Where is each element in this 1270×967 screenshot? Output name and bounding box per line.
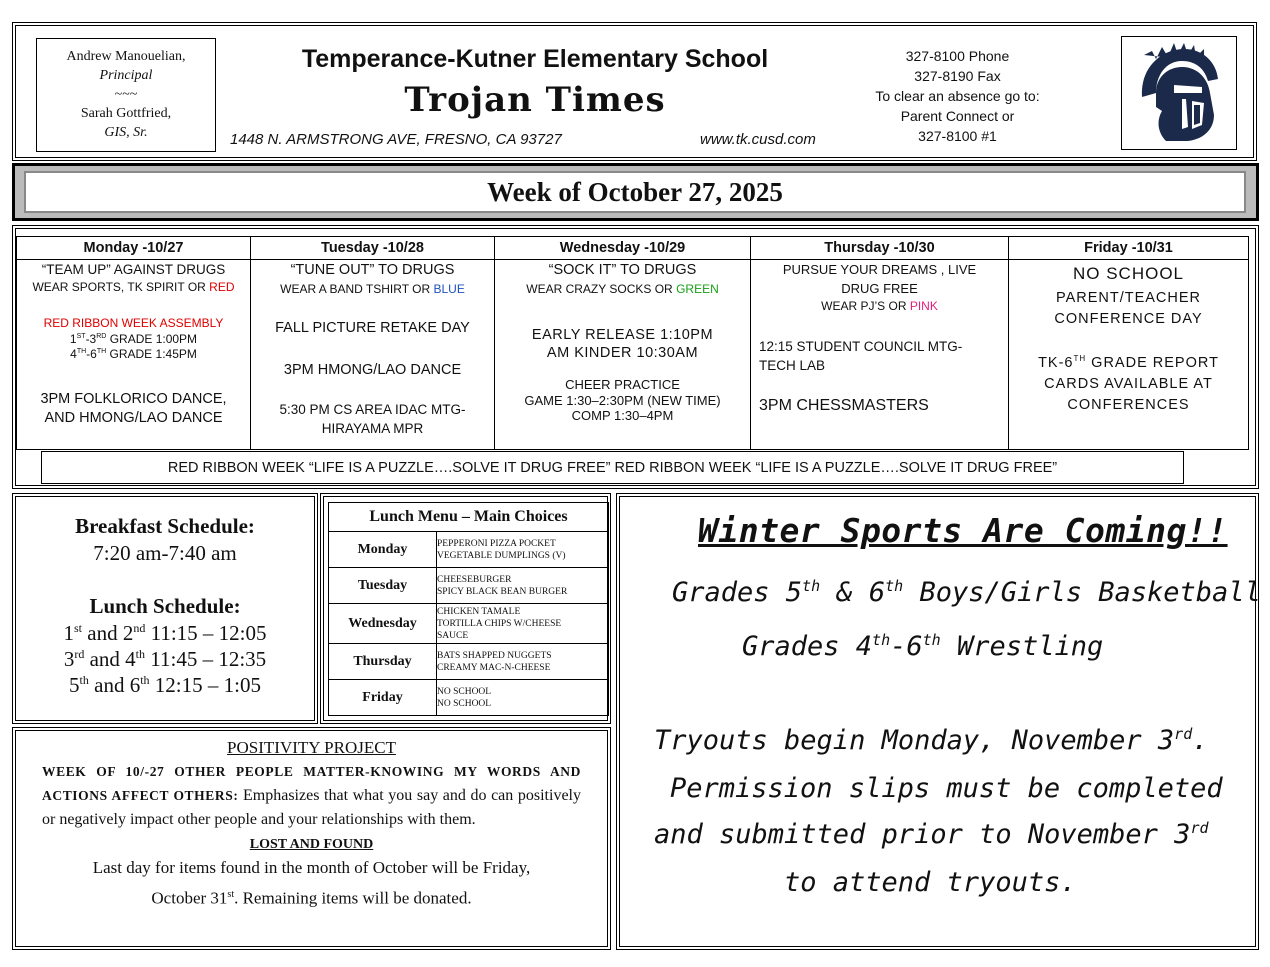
- menu-items-friday: NO SCHOOL NO SCHOOL: [437, 680, 609, 716]
- school-address: 1448 N. ARMSTRONG AVE, FRESNO, CA 93727: [230, 131, 562, 148]
- day-header-thursday: Thursday -10/30: [751, 237, 1009, 260]
- tuesday-retake: FALL PICTURE RETAKE DAY: [275, 320, 470, 336]
- thursday-theme-1: PURSUE YOUR DREAMS , LIVE: [782, 262, 977, 277]
- monday-dance-1: 3PM FOLKLORICO DANCE,: [40, 391, 227, 407]
- lunch-menu-title: Lunch Menu – Main Choices: [329, 503, 609, 532]
- monday-grade-4-6: 4TH-6TH GRADE 1:45PM: [70, 347, 197, 361]
- menu-day-tuesday: Tuesday: [329, 568, 437, 604]
- friday-report-3: CONFERENCES: [1067, 396, 1190, 413]
- tuesday-wear: WEAR A BAND TSHIRT OR BLUE: [280, 282, 465, 296]
- contact-info: [860, 46, 1055, 146]
- winter-tryouts-1: Tryouts begin Monday, November 3rd.: [654, 725, 1209, 756]
- wednesday-release-2: AM KINDER 10:30AM: [546, 345, 699, 361]
- menu-day-thursday: Thursday: [329, 644, 437, 680]
- tuesday-theme: “TUNE OUT” TO DRUGS: [290, 262, 455, 278]
- winter-sports-notice: [616, 493, 1259, 950]
- absence-phone: 327-8100 #1: [918, 128, 997, 144]
- absence-note: To clear an absence go to:: [875, 88, 1040, 104]
- menu-day-monday: Monday: [329, 532, 437, 568]
- monday-grade-1-3: 1ST-3RD GRADE 1:00PM: [69, 332, 198, 346]
- monday-wear: WEAR SPORTS, TK SPIRIT OR RED: [32, 280, 235, 294]
- day-cell-thursday: [751, 260, 1009, 450]
- staff-box: [36, 38, 216, 152]
- fax: 327-8190 Fax: [914, 68, 1001, 84]
- winter-tryouts-2: Permission slips must be completed: [670, 773, 1223, 804]
- positivity-project: [12, 727, 611, 950]
- day-cell-tuesday: [251, 260, 495, 450]
- day-cell-wednesday: [495, 260, 751, 450]
- wednesday-cheer-3: COMP 1:30–4PM: [571, 408, 674, 423]
- menu-day-wednesday: Wednesday: [329, 604, 437, 644]
- principal-name: Andrew Manouelian,: [66, 49, 186, 64]
- monday-dance-2: AND HMONG/LAO DANCE: [44, 410, 223, 426]
- meal-schedules: [12, 493, 318, 724]
- tuesday-mtg-1: 5:30 PM CS AREA IDAC MTG-: [279, 402, 466, 417]
- thursday-council-2: TECH LAB: [759, 358, 826, 373]
- wednesday-theme: “SOCK IT” TO DRUGS: [548, 262, 697, 278]
- wednesday-wear: WEAR CRAZY SOCKS OR GREEN: [526, 282, 719, 296]
- thursday-chess: 3PM CHESSMASTERS: [759, 397, 929, 414]
- friday-conf-1: PARENT/TEACHER: [1055, 290, 1202, 306]
- tuesday-dance: 3PM HMONG/LAO DANCE: [283, 362, 462, 378]
- day-cell-monday: [17, 260, 251, 450]
- tuesday-mtg-2: HIRAYAMA MPR: [321, 421, 424, 436]
- lost-found-title: LOST AND FOUND: [249, 837, 374, 852]
- lunch-title: Lunch Schedule:: [89, 594, 241, 618]
- lunch-time-3: 5th and 6th 12:15 – 1:05: [69, 673, 261, 697]
- menu-items-tuesday: CHEESEBURGER SPICY BLACK BEAN BURGER: [437, 568, 609, 604]
- lunch-menu: [328, 502, 609, 716]
- absence-option: Parent Connect or: [900, 108, 1015, 124]
- thursday-council-1: 12:15 STUDENT COUNCIL MTG-: [759, 339, 963, 354]
- friday-no-school: NO SCHOOL: [1072, 264, 1185, 283]
- thursday-wear: WEAR PJ’S OR PINK: [821, 299, 938, 313]
- friday-report-1: TK-6TH GRADE REPORT: [1038, 354, 1219, 371]
- monday-assembly: RED RIBBON WEEK ASSEMBLY: [43, 316, 224, 330]
- menu-items-thursday: BATS SHAPPED NUGGETS CREAMY MAC-N-CHEESE: [437, 644, 609, 680]
- breakfast-time: 7:20 am-7:40 am: [93, 541, 237, 565]
- lunch-time-2: 3rd and 4th 11:45 – 12:35: [63, 647, 267, 671]
- day-cell-friday: [1009, 260, 1249, 450]
- day-header-tuesday: Tuesday -10/28: [251, 237, 495, 260]
- red-ribbon-banner: RED RIBBON WEEK “LIFE IS A PUZZLE….SOLVE IT DRUG FREE” RED RIBBON WEEK “LIFE IS A PUZZLE….SOLVE IT DRUG FREE”: [41, 451, 1184, 484]
- day-header-friday: Friday -10/31: [1009, 237, 1249, 260]
- positivity-text: WEEK OF 10/-27 OTHER PEOPLE MATTER-KNOWING MY WORDS AND ACTIONS AFFECT OTHERS: Emphasizes that what you say and do can positively or negatively impact other people and your relationships with them.: [42, 764, 581, 828]
- friday-conf-2: CONFERENCE DAY: [1054, 311, 1203, 327]
- gis-name: Sarah Gottfried,: [80, 106, 172, 121]
- winter-wrestling: Grades 4th-6th Wrestling: [742, 631, 1104, 662]
- school-name: Temperance-Kutner Elementary School: [301, 45, 769, 73]
- principal-role: Principal: [99, 68, 153, 83]
- lunch-time-1: 1st and 2nd 11:15 – 12:05: [63, 621, 267, 645]
- thursday-theme-2: DRUG FREE: [841, 281, 918, 296]
- menu-items-wednesday: CHICKEN TAMALE TORTILLA CHIPS W/CHEESE SAUCE: [437, 604, 609, 644]
- winter-tryouts-4: to attend tryouts.: [784, 867, 1077, 898]
- newsletter-title: Trojan Times: [404, 80, 666, 120]
- positivity-title: POSITIVITY PROJECT: [227, 738, 396, 757]
- day-header-monday: Monday -10/27: [17, 237, 251, 260]
- monday-theme: “TEAM UP” AGAINST DRUGS: [41, 262, 226, 277]
- trojan-helmet-icon: [1122, 37, 1236, 149]
- gis-role: GIS, Sr.: [104, 125, 148, 140]
- wednesday-release-1: EARLY RELEASE 1:10PM: [531, 327, 714, 343]
- winter-tryouts-3: and submitted prior to November 3rd: [654, 819, 1209, 850]
- menu-items-monday: PEPPERONI PIZZA POCKET VEGETABLE DUMPLINGS (V): [437, 532, 609, 568]
- phone: 327-8100 Phone: [905, 48, 1010, 64]
- lost-found-text: Last day for items found in the month of October will be Friday, October 31st. Remaining items will be donated.: [92, 858, 531, 908]
- staff-separator: ~~~: [114, 87, 138, 102]
- day-header-wednesday: Wednesday -10/29: [495, 237, 751, 260]
- wednesday-cheer-1: CHEER PRACTICE: [565, 377, 680, 392]
- wednesday-cheer-2: GAME 1:30–2:30PM (NEW TIME): [524, 393, 721, 408]
- logo-box: [1121, 36, 1237, 150]
- winter-basketball: Grades 5th & 6th Boys/Girls Basketball: [672, 577, 1261, 608]
- menu-day-friday: Friday: [329, 680, 437, 716]
- breakfast-title: Breakfast Schedule:: [75, 514, 255, 538]
- week-title: Week of October 27, 2025: [24, 171, 1246, 213]
- winter-title: Winter Sports Are Coming!!: [698, 511, 1228, 550]
- weekly-calendar: [16, 236, 1249, 450]
- friday-report-2: CARDS AVAILABLE AT: [1044, 375, 1213, 392]
- school-website[interactable]: www.tk.cusd.com: [700, 131, 816, 148]
